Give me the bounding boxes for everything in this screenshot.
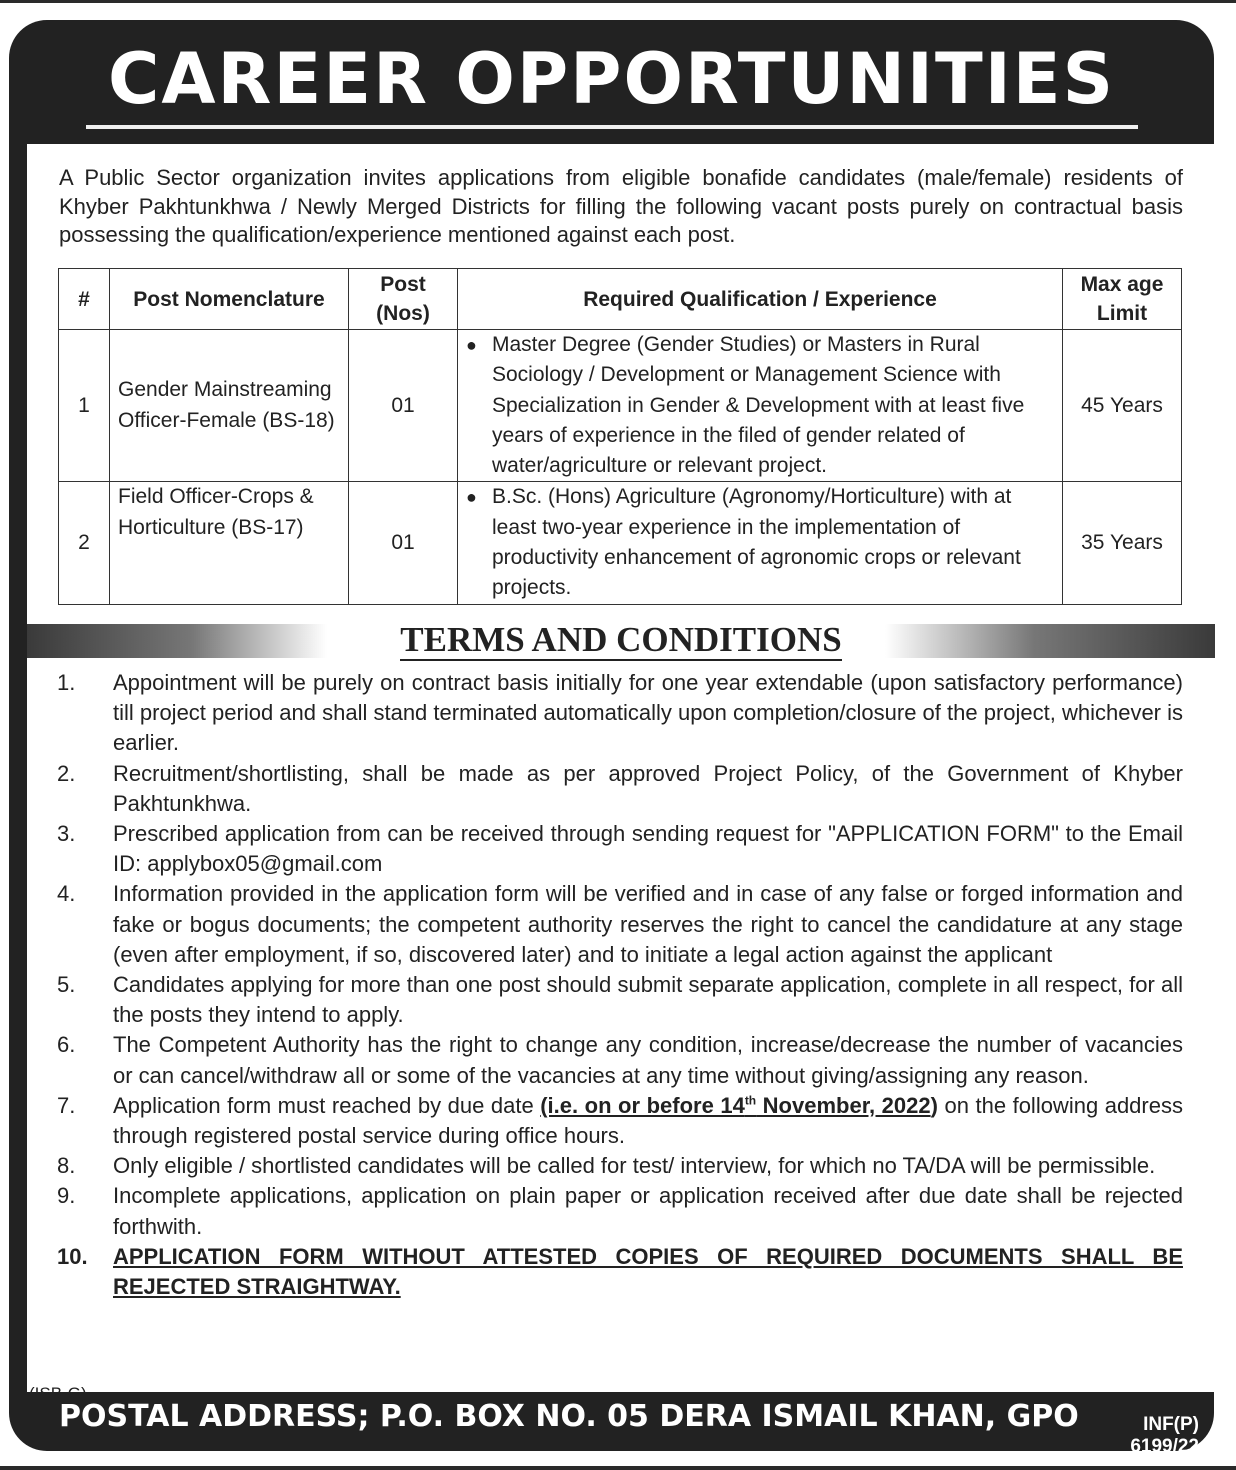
row-nos: 01 [349,482,458,604]
page-title: CAREER OPPORTUNITIES [108,38,1115,120]
term-text: Candidates applying for more than one post should submit separate application, complete in all respect, for all the posts they intend to apply. [113,972,1183,1028]
row-qualification [458,330,1063,482]
bullet-icon: ● [466,487,477,508]
header-age: Max age Limit [1063,269,1182,330]
advertisement-frame [9,20,1214,1457]
term-text: Recruitment/shortlisting, shall be made as per approved Project Policy, of the Government of Khyber Pakhtunkhwa. [113,760,1183,816]
term-number: 1. [57,670,76,695]
row-post: Field Officer-Crops & Horticulture (BS-17) [110,482,349,604]
title-underline [86,125,1138,129]
header-post: Post Nomenclature [110,269,349,330]
row-post: Gender Mainstreaming Officer-Female (BS-18) [110,330,349,482]
row-nos: 01 [349,330,458,482]
bullet-icon: ● [466,335,477,355]
term-number: 7. [57,1092,76,1118]
term-number: 5. [57,972,76,998]
term-text: Only eligible / shortlisted candidates will be called for test/ interview, for which no TA/DA will be permissible. [113,1153,1156,1179]
term-number: 8. [57,1153,76,1179]
term-item [57,879,1183,970]
terms-heading-band [27,620,1215,659]
row-age: 35 Years [1063,482,1182,604]
term-text-before: Application form must reached by due date [113,1092,541,1118]
term-item [57,1151,1183,1181]
row-num: 2 [59,482,110,604]
qualification-text: Master Degree (Gender Studies) or Masters in Rural Sociology / Development or Management Science with Specialization in Gender & Development with at least five years of experience in the filed of gender related of water/agriculture or relevant project. [492,333,1025,478]
term-number: 3. [57,821,76,847]
table-row [59,482,1182,604]
terms-list [57,668,1183,1302]
row-age: 45 Years [1063,330,1182,482]
term-text-emphasis: APPLICATION FORM WITHOUT ATTESTED COPIES OF REQUIRED DOCUMENTS SHALL BE REJECTED STRAIGHTWAY. [113,1243,1183,1300]
term-text-after: on the following address through registered postal service during office hours. [113,1092,1183,1149]
term-text: Information provided in the application form will be verified and in case of any false or forged information and fake or bogus documents; the competent authority reserves the right to cancel the candidature at any stage (even after employment, if so, discovered later) and to initiate a legal action against the applicant [113,881,1183,967]
due-date: (i.e. on or before 14th November, 2022 [540,1092,931,1118]
term-item [57,1181,1183,1241]
term-item [57,819,1183,879]
term-text: Incomplete applications, application on plain paper or application received after due date shall be rejected forthwith. [113,1183,1183,1239]
header-nos: Post (Nos) [349,269,458,330]
term-number: 10. [57,1243,88,1269]
vacancy-table [58,268,1182,605]
table-header-row [59,269,1182,330]
term-item [57,668,1183,759]
terms-heading: TERMS AND CONDITIONS [400,620,842,659]
term-number: 2. [57,760,76,786]
term-item: 7. Application form must reached by due date (i.e. on or before 14th November, 2022) on the following address through registered postal service during office hours. [57,1092,1183,1149]
postal-address: POSTAL ADDRESS; P.O. BOX NO. 05 DERA ISMAIL KHAN, GPO [59,1399,1079,1434]
term-item [57,759,1183,819]
term-text: Prescribed application from can be received through sending request for "APPLICATION FORM" to the Email ID: applybox05@gmail.com [113,821,1183,877]
intro-paragraph: A Public Sector organization invites applications from eligible bonafide candidates (male/female) residents of Khyber Pakhtunkhwa / Newly Merged Districts for filling the following vacant posts purely on contractual basis possessing the qualification/experience mentioned against each post. [59,165,1183,247]
term-number: 6. [57,1032,76,1058]
term-number: 9. [57,1183,76,1209]
qualification-text: B.Sc. (Hons) Agriculture (Agronomy/Horticulture) with at least two-year experience in the implementation of productivity enhancement of agronomic crops or relevant projects. [492,485,1021,600]
term-item [57,970,1183,1030]
header-num: # [59,269,110,330]
source-code: (ISB-G) [29,1384,87,1403]
term-text: Appointment will be purely on contract basis initially for one year extendable (upon satisfactory performance) till project period and shall stand terminated automatically upon completion/closure of the project, whichever is earlier. [113,670,1184,756]
bottom-rule [0,1466,1236,1470]
term-text: The Competent Authority has the right to change any condition, increase/decrease the number of vacancies or can cancel/withdraw all or some of the vacancies at any time without giving/assigning any reason. [113,1032,1183,1088]
row-qualification [458,482,1063,604]
term-number: 4. [57,881,76,907]
term-item [57,1030,1183,1090]
header-qualification: Required Qualification / Experience [458,269,1063,330]
reference-number: INF(P) 6199/22 [1130,1414,1199,1457]
top-rule [0,0,1236,3]
row-num: 1 [59,330,110,482]
table-row [59,330,1182,482]
content-panel [27,144,1215,1403]
term-item [57,1242,1183,1302]
